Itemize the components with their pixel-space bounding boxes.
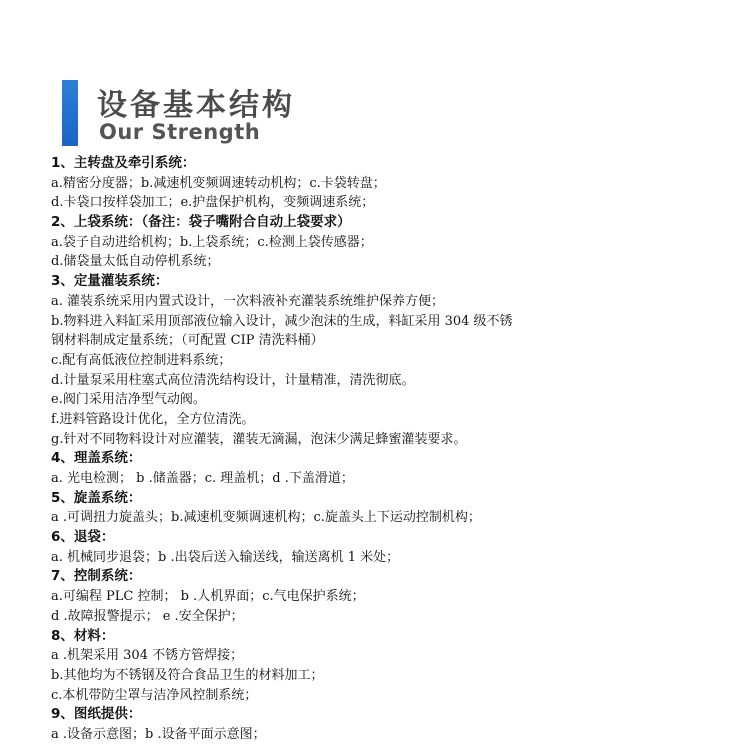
spec-line: b.物料进入料缸采用顶部液位输入设计，减少泡沫的生成，料缸采用 304 级不锈 [51, 313, 513, 329]
spec-line: a. 灌装系统采用内置式设计，一次料液补充灌装系统维护保养方便； [51, 293, 445, 309]
spec-line: f.进料管路设计优化，全方位清洗。 [51, 411, 255, 427]
spec-line: d.计量泵采用柱塞式高位清洗结构设计，计量精准，清洗彻底。 [51, 372, 415, 388]
section-heading: 7、控制系统： [51, 568, 142, 585]
section-heading: 2、上袋系统：（备注：袋子嘴附合自动上袋要求） [51, 214, 351, 231]
spec-line: d.卡袋口按样袋加工；e.护盘保护机构，变频调速系统； [51, 195, 375, 211]
section-heading: 4、理盖系统： [51, 450, 142, 467]
spec-line: 钢材料制成定量系统；（可配置 CIP 清洗料桶） [51, 333, 324, 349]
section-heading: 9、图纸提供： [51, 706, 142, 723]
spec-line: a.可编程 PLC 控制； b .人机界面；c.气电保护系统； [51, 589, 365, 605]
spec-line: c.配有高低液位控制进料系统； [51, 352, 232, 368]
spec-line: a .设备示意图；b .设备平面示意图； [51, 726, 266, 742]
spec-line: a. 光电检测； b .储盖器；c. 理盖机；d .下盖滑道； [51, 471, 354, 486]
spec-line: e.阀门采用洁净型气动阀。 [51, 392, 206, 408]
spec-line: b.其他均为不锈钢及符合食品卫生的材料加工； [51, 667, 324, 683]
spec-line: a.精密分度器；b.减速机变频调速转动机构；c.卡袋转盘； [51, 175, 386, 191]
accent-bar [62, 80, 78, 146]
spec-line: a. 机械同步退袋；b .出袋后送入输送线，输送离机 1 米处； [51, 549, 400, 565]
section-heading: 6、退袋： [51, 529, 115, 546]
spec-list [51, 154, 731, 745]
section-heading: 8、材料： [51, 627, 115, 644]
spec-line: c.本机带防尘罩与洁净风控制系统； [51, 687, 258, 703]
spec-line: a .机架采用 304 不锈方管焊接； [51, 648, 244, 664]
section-heading: 1、主转盘及牵引系统： [51, 155, 196, 171]
spec-line: g.针对不同物料设计对应灌装，灌装无滴漏，泡沫少满足蜂蜜灌装要求。 [51, 431, 467, 447]
section-heading: 3、定量灌装系统： [51, 273, 169, 290]
spec-line: a .可调扭力旋盖头；b.减速机变频调速机构；c.旋盖头上下运动控制机构； [51, 510, 481, 526]
spec-line: d.储袋量太低自动停机系统； [51, 254, 220, 270]
page-title: 设备基本结构 [97, 88, 295, 123]
section-heading: 5、旋盖系统： [51, 489, 142, 506]
spec-line: a.袋子自动进给机构；b.上袋系统；c.检测上袋传感器； [51, 234, 373, 250]
page-subtitle: Our Strength [99, 120, 261, 144]
spec-line: d .故障报警提示； e .安全保护； [51, 608, 244, 624]
